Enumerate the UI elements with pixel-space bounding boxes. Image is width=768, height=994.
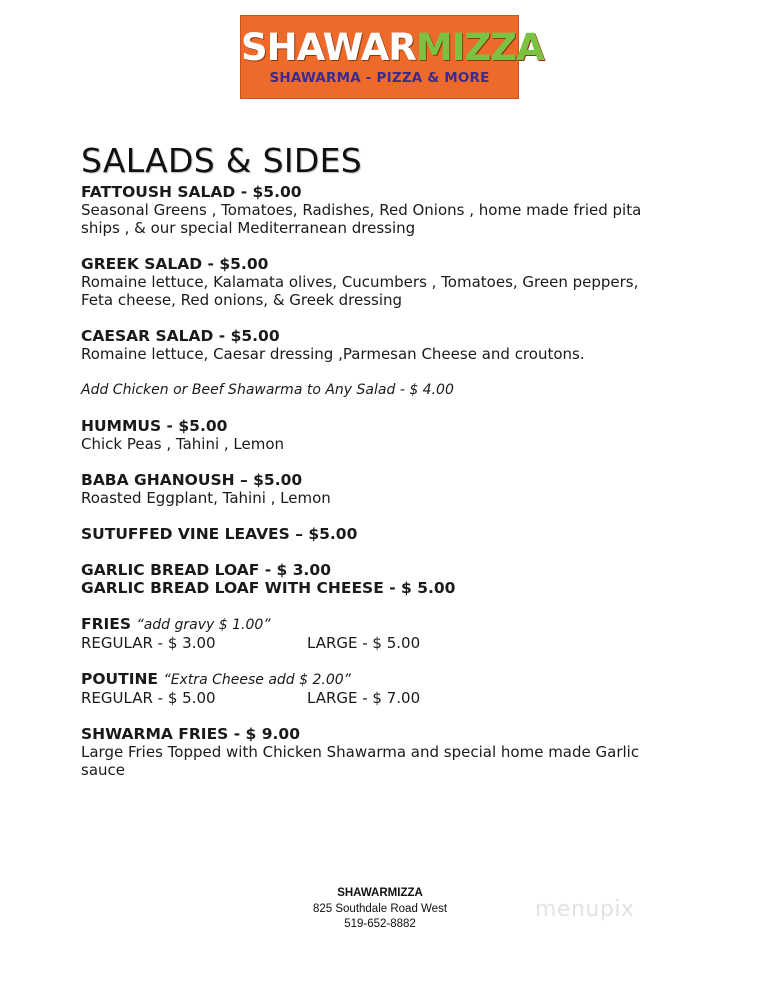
item-title: FATTOUSH SALAD - $5.00 bbox=[81, 183, 302, 201]
item-note: “add gravy $ 1.00” bbox=[136, 617, 271, 633]
logo-word-part1: SHAWAR bbox=[241, 26, 416, 69]
item-title: CAESAR SALAD - $5.00 bbox=[81, 327, 280, 345]
menupix-watermark: menupix bbox=[535, 897, 635, 922]
item-description: Feta cheese, Red onions, & Greek dressing bbox=[81, 291, 403, 309]
item-description: Roasted Eggplant, Tahini , Lemon bbox=[81, 489, 331, 507]
item-description: sauce bbox=[81, 761, 125, 779]
item-title: FRIES bbox=[81, 615, 132, 633]
menu-item-baba-ghanoush bbox=[81, 471, 701, 507]
section-heading: SALADS & SIDES bbox=[81, 141, 363, 180]
menu-section bbox=[81, 143, 701, 797]
item-description: ships , & our special Mediterranean dressing bbox=[81, 219, 416, 237]
item-title: GARLIC BREAD LOAF WITH CHEESE - $ 5.00 bbox=[81, 579, 456, 597]
size-prices bbox=[81, 634, 701, 652]
item-description: Large Fries Topped with Chicken Shawarma and special home made Garlic bbox=[81, 743, 640, 761]
restaurant-logo bbox=[240, 15, 544, 99]
item-title: GREEK SALAD - $5.00 bbox=[81, 255, 269, 273]
logo-tagline: SHAWARMA - PIZZA & MORE bbox=[269, 70, 490, 86]
logo-wordmark bbox=[241, 26, 544, 70]
size-prices bbox=[81, 689, 701, 707]
item-title: BABA GHANOUSH – $5.00 bbox=[81, 471, 303, 489]
item-title: SUTUFFED VINE LEAVES – $5.00 bbox=[81, 525, 358, 543]
price-large: LARGE - $ 5.00 bbox=[307, 634, 421, 652]
item-title: GARLIC BREAD LOAF - $ 3.00 bbox=[81, 561, 331, 579]
salad-addon-note: Add Chicken or Beef Shawarma to Any Salad - $ 4.00 bbox=[81, 382, 454, 398]
item-title: SHWARMA FRIES - $ 9.00 bbox=[81, 725, 300, 743]
menu-item-garlic-bread bbox=[81, 561, 701, 597]
logo-word-part2: MIZZA bbox=[415, 26, 544, 69]
footer-name: SHAWARMIZZA bbox=[337, 887, 423, 899]
item-description: Romaine lettuce, Kalamata olives, Cucumbers , Tomatoes, Green peppers, bbox=[81, 273, 639, 291]
menu-item-caesar bbox=[81, 327, 701, 363]
menu-item-fattoush bbox=[81, 183, 701, 237]
item-description: Seasonal Greens , Tomatoes, Radishes, Red Onions , home made fried pita bbox=[81, 201, 642, 219]
item-title: POUTINE bbox=[81, 670, 159, 688]
item-description: Romaine lettuce, Caesar dressing ,Parmesan Cheese and croutons. bbox=[81, 345, 585, 363]
menu-item-shwarma-fries bbox=[81, 725, 701, 779]
menu-item-vine-leaves bbox=[81, 525, 701, 543]
price-large: LARGE - $ 7.00 bbox=[307, 689, 421, 707]
menu-item-poutine bbox=[81, 670, 701, 707]
item-note: “Extra Cheese add $ 2.00” bbox=[163, 672, 351, 688]
footer-contact bbox=[280, 886, 480, 933]
item-title-row bbox=[81, 615, 701, 634]
item-title-row bbox=[81, 670, 701, 689]
price-regular: REGULAR - $ 5.00 bbox=[81, 689, 216, 707]
price-regular: REGULAR - $ 3.00 bbox=[81, 634, 216, 652]
menu-item-greek bbox=[81, 255, 701, 309]
item-title: HUMMUS - $5.00 bbox=[81, 417, 228, 435]
menu-item-fries bbox=[81, 615, 701, 652]
item-description: Chick Peas , Tahini , Lemon bbox=[81, 435, 285, 453]
footer-address: 825 Southdale Road West bbox=[312, 902, 448, 915]
menu-item-hummus bbox=[81, 417, 701, 453]
footer-phone: 519-652-8882 bbox=[344, 918, 416, 930]
